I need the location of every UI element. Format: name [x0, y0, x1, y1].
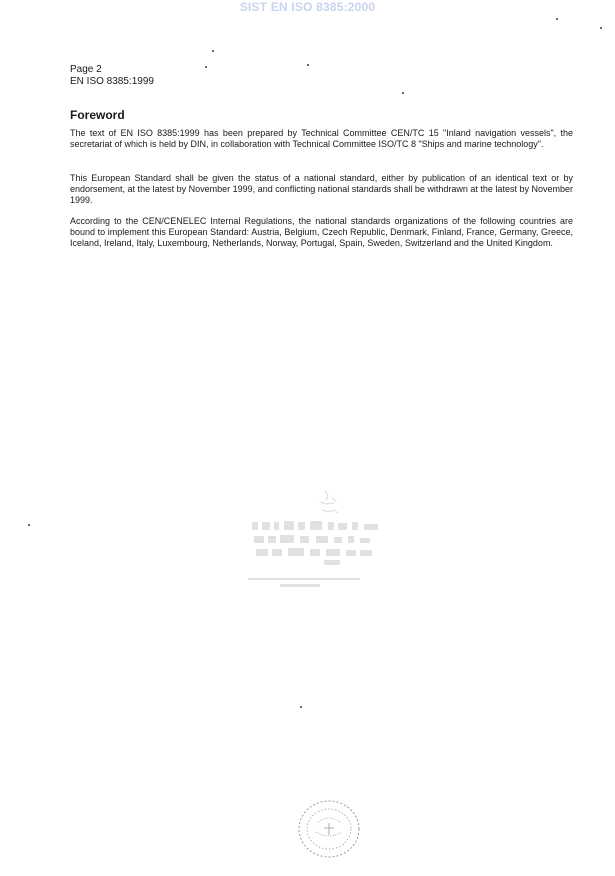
foreword-heading: Foreword: [70, 108, 125, 122]
page-reference: [70, 64, 154, 88]
watermark-header: SIST EN ISO 8385:2000: [239, 0, 376, 14]
round-seal-image: [296, 798, 362, 860]
scan-speck: [556, 18, 558, 20]
scan-speck: [205, 66, 207, 68]
page-number: Page 2: [70, 64, 102, 75]
scan-speck: [402, 92, 404, 94]
scan-speck: [28, 524, 30, 526]
foreword-paragraph-2: This European Standard shall be given the status of a national standard, either by publication of an identical text or by endorsement, at the latest by November 1999, and conflicting national standards shall be withdrawn at the latest by November 1999.: [70, 173, 573, 205]
foreword-paragraph-3: According to the CEN/CENELEC Internal Regulations, the national standards organizations of the following countries are bound to implement this European Standard: Austria, Belgium, Czech Republic, Denmark, Finland, France, Germany, Greece, Iceland, Ireland, Italy, Luxembourg, Netherlands, Norway, Portugal, Spain, Sweden, Switzerland and the United Kingdom.: [70, 216, 573, 248]
faded-stamp-image: [240, 488, 400, 598]
scan-speck: [212, 50, 214, 52]
foreword-paragraph-1: The text of EN ISO 8385:1999 has been prepared by Technical Committee CEN/TC 15 "Inland navigation vessels", the secretariat of which is held by DIN, in collaboration with Technical Committee ISO/TC 8 "Ships and marine technology".: [70, 128, 573, 149]
scan-speck: [300, 706, 302, 708]
scan-speck: [307, 64, 309, 66]
scan-speck: [600, 27, 602, 29]
standard-id: EN ISO 8385:1999: [70, 76, 154, 87]
